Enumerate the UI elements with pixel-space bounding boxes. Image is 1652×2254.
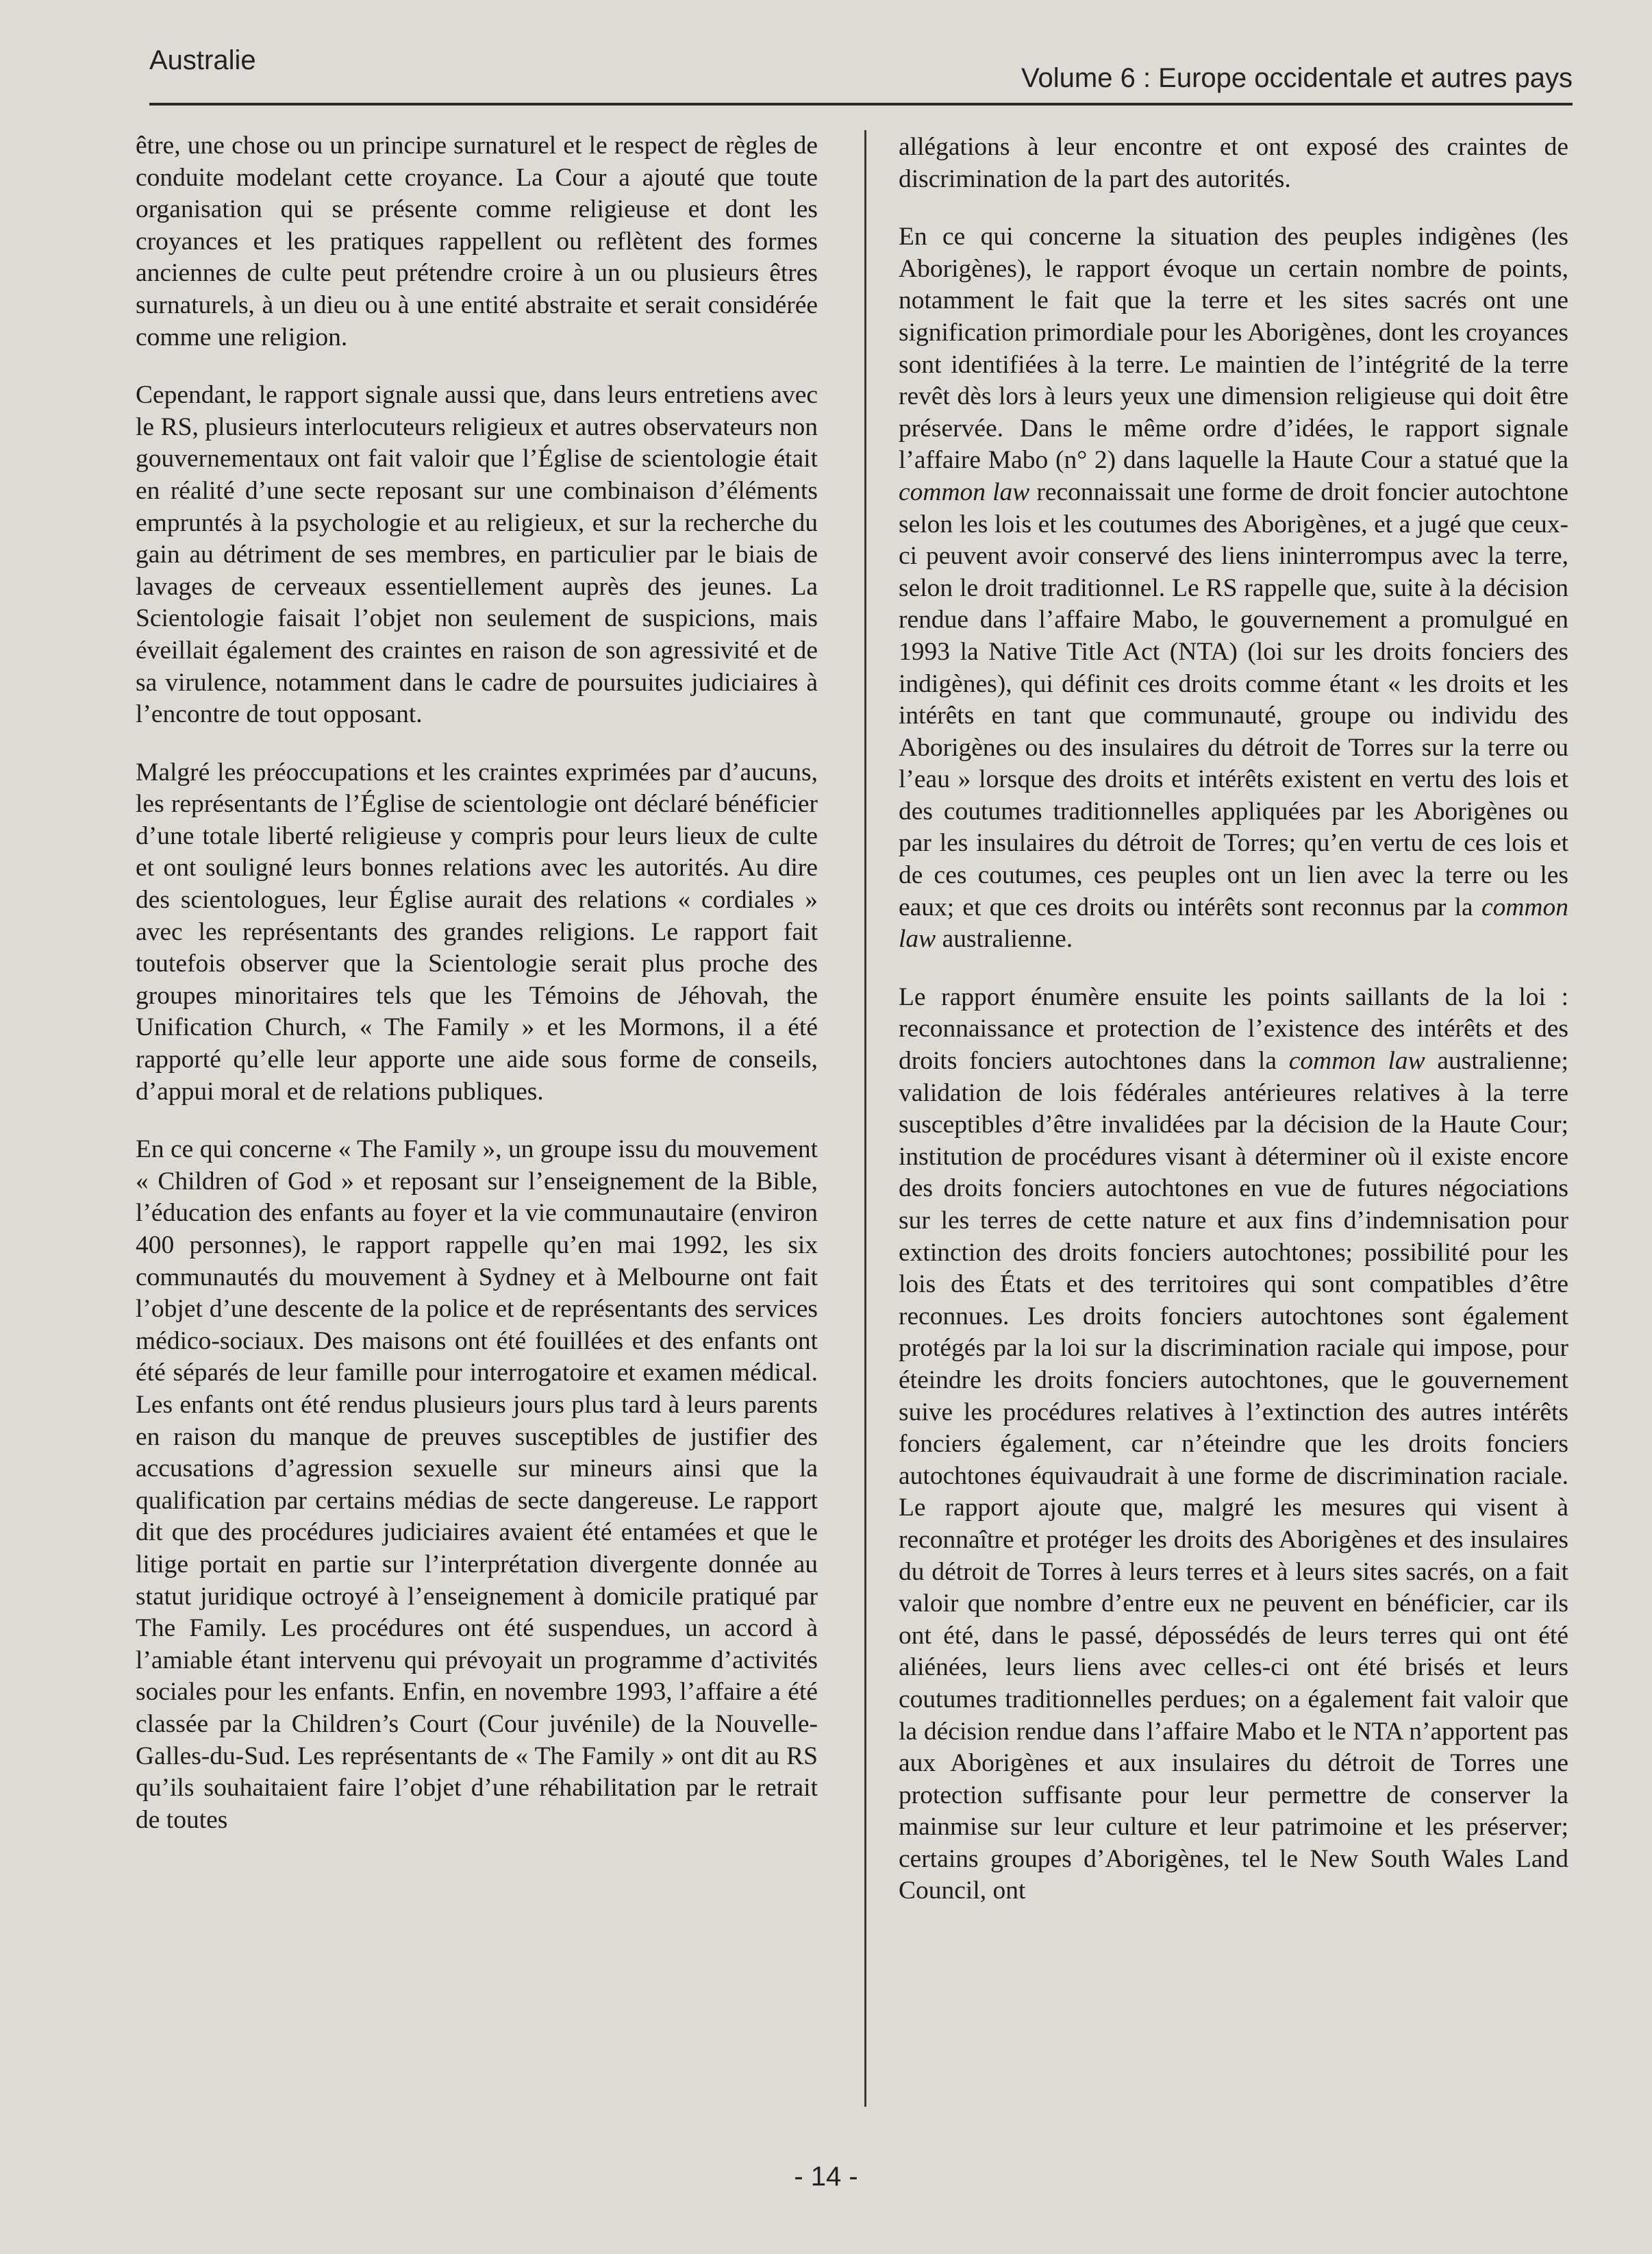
italic-term: common law	[899, 893, 1568, 954]
page-number: - 14 -	[794, 2162, 858, 2192]
paragraph: En ce qui concerne « The Family », un groupe issu du mouvement « Children of God » et reposant sur l’enseignement de la Bible, l’éducation des enfants au foyer et la vie communautaire (environ 400 personnes), le rapport rappelle qu’en mai 1992, les six communautés du mouvement à Sydney et à Melbourne ont fait l’objet d’une descente de la police et de représentants des services médico-sociaux. Des maisons ont été fouillées et des enfants ont été séparés de leur famille pour interrogatoire et examen médical. Les enfants ont été rendus plusieurs jours plus tard à leurs parents en raison du manque de preuves susceptibles de justifier des accusations d’agression sexuelle sur mineurs ainsi que la qualification par certains médias de secte dangereuse. Le rapport dit que des procédures judiciaires avaient été entamées et que le litige portait en partie sur l’interprétation divergente donnée au statut juridique octroyé à l’enseignement à domicile pratiqué par The Family. Les procédures ont été suspendues, un accord à l’amiable étant intervenu qui prévoyait un programme d’activités sociales pour les enfants. Enfin, en novembre 1993, l’affaire a été classée par la Children’s Court (Cour juvénile) de la Nouvelle-Galles-du-Sud. Les représentants de « The Family » ont dit au RS qu’ils souhaitaient faire l’objet d’une réhabilitation par le retrait de toutes	[136, 1135, 818, 1834]
paragraph: être, une chose ou un principe surnaturel et le respect de règles de conduite modelant cette croyance. La Cour a ajouté que toute organisation qui se présente comme religieuse et dont les croyances et les pratiques rappellent ou reflètent des formes anciennes de culte peut prétendre croire à un ou plusieurs êtres surnaturels, à un dieu ou à une entité abstraite et serait considérée comme une religion.	[136, 132, 818, 351]
italic-term: common law	[899, 478, 1030, 506]
column-divider	[864, 130, 866, 2107]
running-header	[149, 41, 1573, 106]
paragraph	[899, 221, 1568, 956]
text-run: reconnaissait une forme de droit foncier autochtone selon les lois et les coutumes des Aborigènes, et a jugé que ceux-ci peuvent avoir conservé des liens ininterrompus avec la terre, selon le droit traditionnel. Le RS rappelle que, suite à la décision rendue dans l’affaire Mabo, le gouvernement a promulgué en 1993 la Native Title Act (NTA) (loi sur les droits fonciers des indigènes), qui définit ces droits comme étant « les droits et les intérêts en tant que communauté, groupe ou individu des Aborigènes ou des insulaires du détroit de Torres sur la terre ou l’eau » lorsque des droits et intérêts existent en vertu des lois et des coutumes traditionnelles appliquées par les Aborigènes ou par les insulaires du détroit de Torres; qu’en vertu de ces lois et de ces coutumes, ces peuples ont un lien avec la terre ou les eaux; et que ces droits ou intérêts sont reconnus par la	[899, 478, 1568, 921]
paragraph	[899, 982, 1568, 1907]
text-run: australienne.	[936, 925, 1073, 954]
header-volume-title: Volume 6 : Europe occidentale et autres pays	[1021, 63, 1573, 93]
paragraph: Cependant, le rapport signale aussi que, dans leurs entretiens avec le RS, plusieurs interlocuteurs religieux et autres observateurs non gouvernementaux ont fait valoir que l’Église de scientologie était en réalité d’une secte reposant sur une combinaison d’éléments empruntés à la psychologie et au religieux, et sur la recherche du gain au détriment de ses membres, en particulier par le biais de lavages de cerveaux essentiellement auprès des jeunes. La Scientologie faisait l’objet non seulement de suspicions, mais éveillait également des craintes en raison de son agressivité et de sa virulence, notamment dans le cadre de poursuites judiciaires à l’encontre de tout opposant.	[136, 381, 818, 729]
right-column	[899, 132, 1568, 1933]
header-country: Australie	[149, 45, 256, 75]
left-column	[136, 130, 818, 1862]
text-run: En ce qui concerne la situation des peuples indigènes (les Aborigènes), le rapport évoque un certain nombre de points, notamment le fait que la terre et les sites sacrés ont une signification primordiale pour les Aborigènes, dont les croyances sont identifiées à la terre. Le maintien de l’intégrité de la terre revêt dès lors à leurs yeux une dimension religieuse qui doit être préservée. Dans le même ordre d’idées, le rapport signale l’affaire Mabo (n° 2) dans laquelle la Haute Cour a statué que la	[899, 223, 1568, 475]
paragraph: allégations à leur encontre et ont exposé des craintes de discrimination de la part des autorités.	[899, 133, 1568, 193]
text-run: australienne; validation de lois fédérales antérieures relatives à la terre susceptibles d’être invalidées par la décision de la Haute Cour; institution de procédures visant à déterminer où il existe encore des droits fonciers autochtones en vue de futures négociations sur les terres de cette nature et aux fins d’indemnisation pour extinction des droits fonciers autochtones; possibilité pour les lois des États et des territoires qui sont compatibles d’être reconnues. Les droits fonciers autochtones sont également protégés par la loi sur la discrimination raciale qui impose, pour éteindre les droits fonciers autochtones, que le gouvernement suive les procédures relatives à l’extinction des autres intérêts fonciers également, car n’éteindre que les droits fonciers autochtones équivaudrait à une forme de discrimination raciale. Le rapport ajoute que, malgré les mesures qui visent à reconnaître et protéger les droits des Aborigènes et des insulaires du détroit de Torres à leurs terres et à leurs sites sacrés, on a fait valoir que nombre d’entre eux ne peuvent en bénéficier, car ils ont été, dans le passé, dépossédés de leurs terres qui ont été aliénées, leurs liens avec celles-ci ont été brisés et leurs coutumes traditionnelles perdues; on a également fait valoir que la décision rendue dans l’affaire Mabo et le NTA n’apportent pas aux Aborigènes et aux insulaires du détroit de Torres une protection suffisante pour leur permettre de conserver la mainmise sur leur culture et leur patrimoine et les préserver; certains groupes d’Aborigènes, tel le New South Wales Land Council, ont	[899, 1047, 1568, 1905]
paragraph: Malgré les préoccupations et les craintes exprimées par d’aucuns, les représentants de l’Église de scientologie ont déclaré bénéficier d’une totale liberté religieuse y compris pour leurs lieux de culte et ont souligné leurs bonnes relations avec les autorités. Au dire des scientologues, leur Église aurait des relations « cordiales » avec les représentants des grandes religions. Le rapport fait toutefois observer que la Scientologie serait plus proche des groupes minoritaires tels que les Témoins de Jéhovah, the Unification Church, « The Family » et les Mormons, il a été rapporté qu’elle leur apporte une aide sous forme de conseils, d’appui moral et de relations publiques.	[136, 758, 818, 1106]
italic-term: common law	[1288, 1047, 1425, 1076]
text-run: Le rapport énumère ensuite les points saillants de la loi : reconnaissance et protection de l’existence des intérêts et des droits fonciers autochtones dans la	[899, 982, 1568, 1076]
